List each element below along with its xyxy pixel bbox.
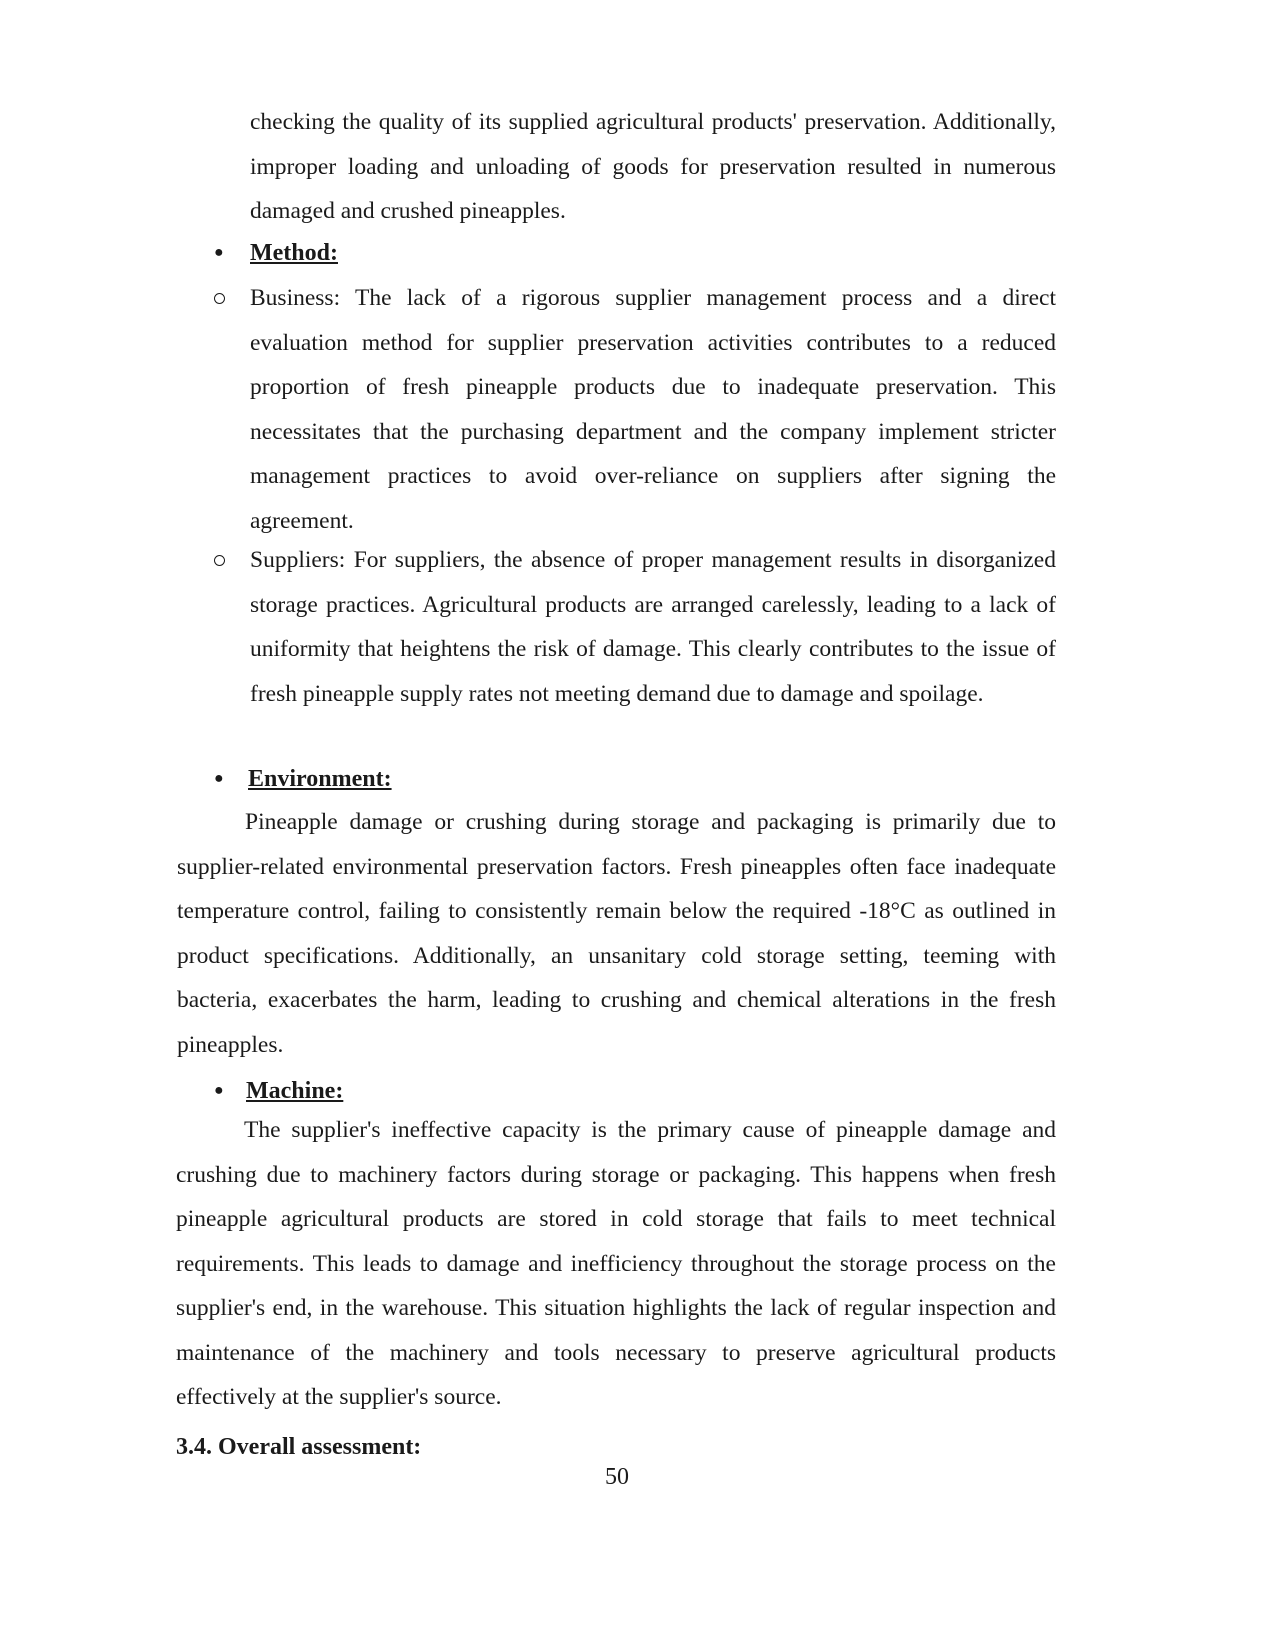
bullet-method: ●: [214, 244, 224, 261]
business-paragraph: Business: The lack of a rigorous supplier management process and a direct evaluation method for supplier preservation activities contributes to a reduced proportion of fresh pineapple products due to inadequate preservation. This necessitates that the purchasing department and the company implement stricter management practices to avoid over-reliance on suppliers after signing the agreement.: [250, 285, 1056, 534]
circle-bullet-suppliers: [214, 555, 225, 566]
section-title-overall-assessment: 3.4. Overall assessment:: [176, 1434, 422, 1460]
bullet-environment: ●: [214, 770, 224, 787]
environment-heading: Environment:: [248, 766, 392, 792]
method-heading: Method:: [250, 240, 338, 266]
machine-paragraph: The supplier's ineffective capacity is the primary cause of pineapple damage and crushing due to machinery factors during storage or packaging. This happens when fresh pineapple agricultural products are stored in cold storage that fails to meet technical requirements. This leads to damage and inefficiency throughout the storage process on the supplier's end, in the warehouse. This situation highlights the lack of regular inspection and maintenance of the machinery and tools necessary to preserve agricultural products effectively at the supplier's source.: [176, 1117, 1056, 1410]
environment-paragraph: Pineapple damage or crushing during storage and packaging is primarily due to supplier-related environmental preservation factors. Fresh pineapples often face inadequate temperature control, failing to consistently remain below the required -18°C as outlined in product specifications. Additionally, an unsanitary cold storage setting, teeming with bacteria, exacerbates the harm, leading to crushing and chemical alterations in the fresh pineapples.: [177, 809, 1056, 1058]
bullet-machine: ●: [214, 1082, 224, 1099]
page-number: 50: [605, 1464, 629, 1490]
circle-bullet-business: [214, 293, 225, 304]
machine-heading: Machine:: [246, 1078, 344, 1104]
suppliers-paragraph: Suppliers: For suppliers, the absence of proper management results in disorganized storage practices. Agricultural products are arranged carelessly, leading to a lack of uniformity that heightens the risk of damage. This clearly contributes to the issue of fresh pineapple supply rates not meeting demand due to damage and spoilage.: [250, 547, 1056, 707]
intro-paragraph: checking the quality of its supplied agricultural products' preservation. Additionally, improper loading and unloading of goods for preservation resulted in numerous damaged and crushed pineapples.: [250, 109, 1056, 224]
